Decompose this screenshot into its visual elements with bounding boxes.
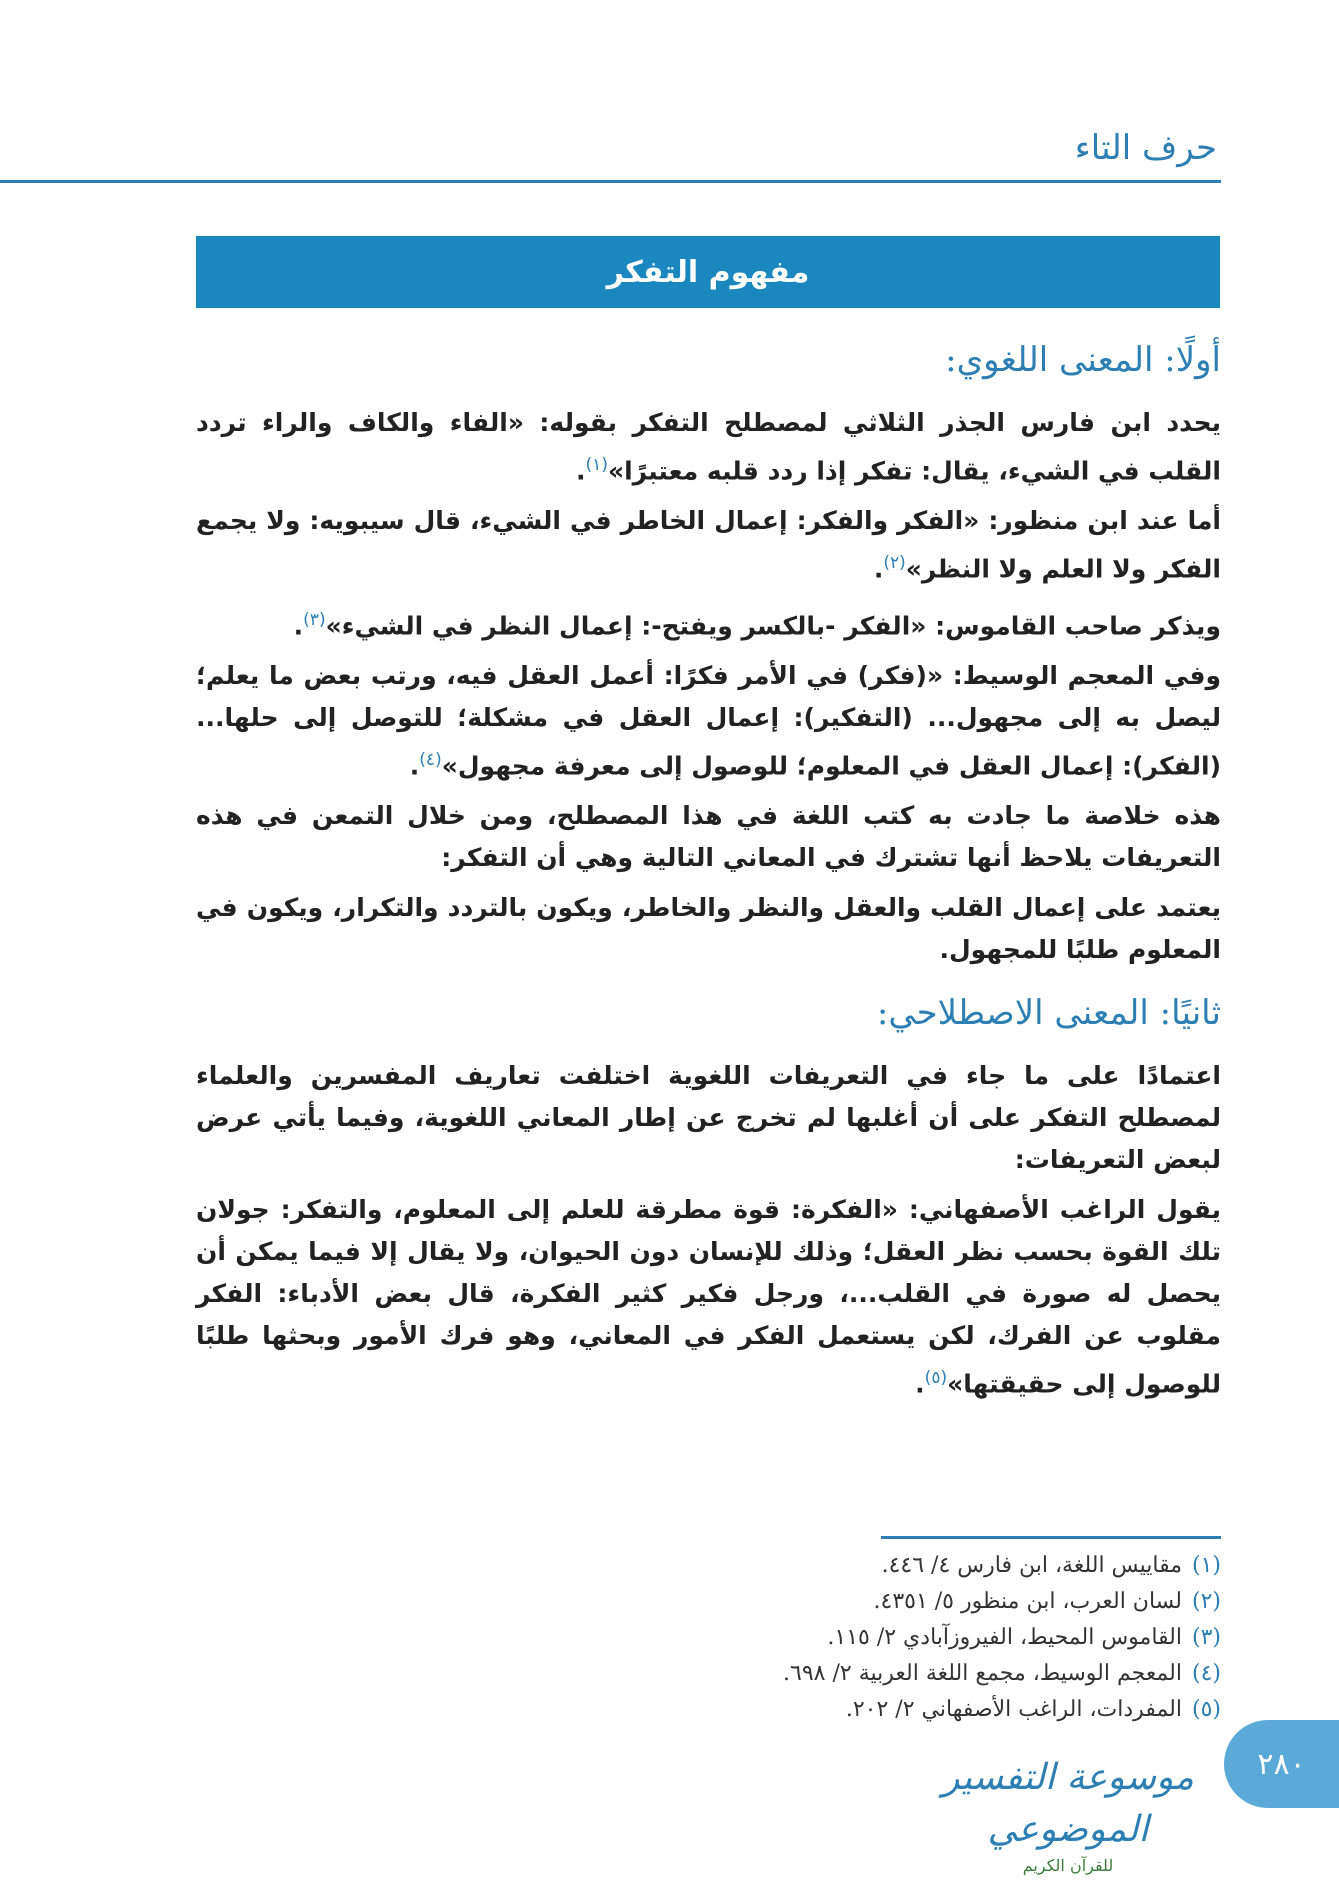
paragraph: يعتمد على إعمال القلب والعقل والنظر والخاطر، ويكون بالتردد والتكرار، ويكون في المعلوم طلبًا للمجهول.: [196, 893, 1221, 965]
paragraph: يقول الراغب الأصفهاني: «الفكرة: قوة مطرقة للعلم إلى المعلوم، والتفكر: جولان تلك القوة بحسب نظر العقل؛ وذلك للإنسان دون الحيوان، ولا يقال إلا فيما يمكن أن يحصل له صورة في القلب...، ورجل فكير كثير الفكرة، قال بعض الأدباء: الفكر مقلوب عن الفرك، لكن يستعمل الفكر في المعاني، وهو فرك الأمور وبحثها طلبًا للوصول إلى حقيقتها»$^{(٥)}$.: [196, 1195, 1221, 1399]
footnote-ref[interactable]: (٥): [924, 1368, 948, 1389]
paragraph-text: ويذكر صاحب القاموس: «الفكر -بالكسر ويفتح-: إعمال النظر في الشيء»: [325, 610, 1221, 640]
running-header: حرف التاء: [1074, 128, 1217, 168]
page-number-tab: [1224, 1720, 1339, 1808]
page-number: ٢٨٠: [1257, 1746, 1306, 1782]
footnote-number: (٥): [1191, 1697, 1221, 1722]
footnote-text: القاموس المحيط، الفيروزآبادي ٢/ ١١٥.: [827, 1625, 1182, 1650]
footnote-item: [196, 1692, 1221, 1728]
section-gap: [196, 979, 1221, 993]
logo-title: موسوعة التفسير الموضوعي: [942, 1757, 1194, 1850]
footnote-text: مقاييس اللغة، ابن فارس ٤/ ٤٤٦.: [881, 1553, 1182, 1578]
footnote-ref[interactable]: (٣): [303, 609, 326, 630]
paragraph-text: يحدد ابن فارس الجذر الثلاثي لمصطلح التفكر بقوله: «الفاء والكاف والراء تردد القلب في الشيء، يقال: تفكر إذا ردد قلبه معتبرًا»: [196, 408, 1221, 486]
footnote-text: المعجم الوسيط، مجمع اللغة العربية ٢/ ٦٩٨.: [783, 1661, 1182, 1686]
footnote-ref[interactable]: (١): [585, 455, 608, 475]
paragraph: ويذكر صاحب القاموس: «الفكر -بالكسر ويفتح-: إعمال النظر في الشيء»$^{(٣)}$.: [293, 609, 1221, 640]
footnote-item: [196, 1584, 1221, 1620]
paragraph: أما عند ابن منظور: «الفكر والفكر: إعمال الخاطر في الشيء، قال سيبويه: ولا يجمع الفكر ولا العلم ولا النظر»$^{(٢)}$.: [196, 506, 1221, 584]
paragraph: وفي المعجم الوسيط: «(فكر) في الأمر فكرًا: أعمل العقل فيه، ورتب بعض ما يعلم؛ ليصل به إلى مجهول... (التفكير): إعمال العقل في مشكلة؛ للتوصل إلى حلها... (الفكر): إعمال العقل في المعلوم؛ للوصول إلى معرفة مجهول»$^{(٤)}$.: [196, 660, 1221, 781]
paragraph: اعتمادًا على ما جاء في التعريفات اللغوية اختلفت تعاريف المفسرين والعلماء لمصطلح التفكر على أن أغلبها لم تخرج عن إطار المعاني اللغوية، وفيما يأتي عرض لبعض التعريفات:: [196, 1061, 1221, 1175]
paragraph: يحدد ابن فارس الجذر الثلاثي لمصطلح التفكر بقوله: «الفاء والكاف والراء تردد القلب في الشيء، يقال: تفكر إذا ردد قلبه معتبرًا»$^{(١)}$.: [196, 408, 1221, 486]
section-heading-terminological: ثانيًا: المعنى الاصطلاحي:: [876, 993, 1221, 1034]
footnote-number: (٤): [1191, 1661, 1221, 1686]
footnote-item: [196, 1620, 1221, 1656]
title-banner: [196, 236, 1220, 308]
logo-subtitle: للقرآن الكريم: [1022, 1856, 1114, 1875]
header-rule: [0, 180, 1221, 183]
footnote-number: (٢): [1191, 1589, 1221, 1614]
footnotes-list: [196, 1548, 1221, 1728]
paragraph-text: أما عند ابن منظور: «الفكر والفكر: إعمال الخاطر في الشيء، قال سيبويه: ولا يجمع الفكر ولا العلم ولا النظر»: [196, 506, 1221, 584]
footnote-ref[interactable]: (٤): [419, 749, 442, 770]
section-heading-linguistic: أولًا: المعنى اللغوي:: [945, 340, 1221, 380]
page-title: مفهوم التفكر: [606, 254, 810, 290]
main-content: [196, 340, 1221, 1414]
footnote-rule: [881, 1536, 1221, 1539]
footnote-item: [196, 1548, 1221, 1584]
paragraph: هذه خلاصة ما جادت به كتب اللغة في هذا المصطلح، ومن خلال التمعن في هذه التعريفات يلاحظ أنها تشترك في المعاني التالية وهي أن التفكر:: [196, 801, 1221, 873]
footnote-number: (١): [1191, 1553, 1221, 1578]
paragraph-text: وفي المعجم الوسيط: «(فكر) في الأمر فكرًا: أعمل العقل فيه، ورتب بعض ما يعلم؛ ليصل به إلى مجهول... (التفكير): إعمال العقل في مشكلة؛ للتوصل إلى حلها... (الفكر): إعمال العقل في المعلوم؛ للوصول إلى معرفة مجهول»: [196, 660, 1221, 781]
encyclopedia-logo: [918, 1752, 1218, 1875]
footnote-item: [196, 1656, 1221, 1692]
paragraph-text: يقول الراغب الأصفهاني: «الفكرة: قوة مطرقة للعلم إلى المعلوم، والتفكر: جولان تلك القوة بحسب نظر العقل؛ وذلك للإنسان دون الحيوان، ولا يقال إلا فيما يمكن أن يحصل له صورة في القلب...، ورجل فكير كثير الفكرة، قال بعض الأدباء: الفكر مقلوب عن الفرك، لكن يستعمل الفكر في المعاني، وهو فرك الأمور وبحثها طلبًا للوصول إلى حقيقتها»: [196, 1195, 1221, 1399]
footnote-number: (٣): [1191, 1625, 1221, 1650]
footnote-text: المفردات، الراغب الأصفهاني ٢/ ٢٠٢.: [845, 1697, 1182, 1722]
footnote-ref[interactable]: (٢): [883, 553, 906, 574]
footnote-text: لسان العرب، ابن منظور ٥/ ٤٣٥١.: [873, 1589, 1182, 1614]
